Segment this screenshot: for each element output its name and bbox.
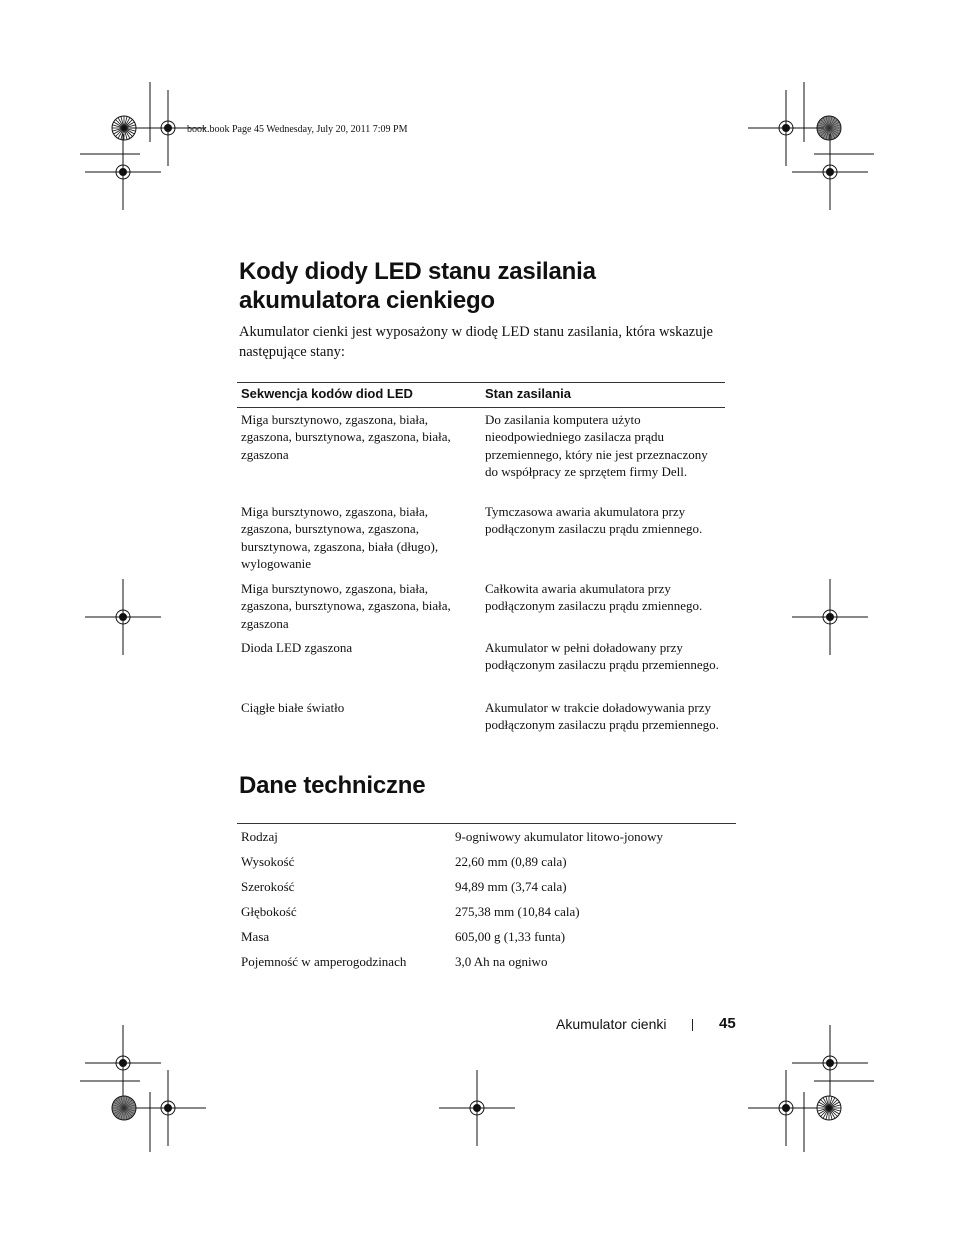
led-code-table <box>237 382 725 751</box>
crosshair-dot <box>120 1060 127 1067</box>
spec-label: Rodzaj <box>241 829 278 844</box>
crosshair-dot <box>827 169 834 176</box>
table-row <box>237 953 736 978</box>
table-row <box>237 824 736 854</box>
section-specs-title: Dane techniczne <box>239 772 426 799</box>
power-status-cell: Całkowita awaria akumulatora przy podłączonym zasilaczu prądu zmiennego. <box>485 581 703 614</box>
column-header-sequence: Sekwencja kodów diod LED <box>237 383 481 408</box>
table-row <box>237 903 736 928</box>
column-header-status: Stan zasilania <box>481 383 725 408</box>
table-row <box>237 878 736 903</box>
led-sequence-cell: Miga bursztynowo, zgaszona, biała, zgaszona, bursztynowa, zgaszona, bursztynowa, zgaszona, biała (długo), wylogowanie <box>241 504 439 571</box>
crosshair-dot <box>120 169 127 176</box>
table-row <box>237 853 736 878</box>
table-row <box>237 580 725 639</box>
section-led-title <box>239 257 596 315</box>
led-sequence-cell: Dioda LED zgaszona <box>241 640 353 655</box>
page-number: 45 <box>719 1015 736 1032</box>
footer-separator <box>692 1019 693 1031</box>
power-status-cell: Do zasilania komputera użyto nieodpowiedniego zasilacza prądu przemiennego, który nie jest przeznaczony do współpracy ze sprzętem firmy Dell. <box>485 412 708 479</box>
spec-value: 605,00 g (1,33 funta) <box>455 929 566 944</box>
led-table-header <box>237 383 725 408</box>
spec-label: Masa <box>241 929 270 944</box>
spec-label: Wysokość <box>241 854 295 869</box>
table-row <box>237 503 725 580</box>
footer-chapter-title: Akumulator cienki <box>556 1016 667 1032</box>
spec-value: 275,38 mm (10,84 cala) <box>455 904 580 919</box>
crosshair-dot <box>783 125 790 132</box>
table-row <box>237 928 736 953</box>
spec-label: Szerokość <box>241 879 295 894</box>
crosshair-dot <box>165 125 172 132</box>
intro-paragraph: Akumulator cienki jest wyposażony w diodę LED stanu zasilania, która wskazuje następujące stany: <box>239 324 713 360</box>
crosshair-dot <box>827 1060 834 1067</box>
table-row <box>237 639 725 699</box>
crosshair-dot <box>827 614 834 621</box>
led-sequence-cell: Miga bursztynowo, zgaszona, biała, zgaszona, bursztynowa, zgaszona, biała, zgaszona <box>241 581 451 631</box>
led-sequence-cell: Miga bursztynowo, zgaszona, biała, zgaszona, bursztynowa, zgaszona, biała, zgaszona <box>241 412 451 462</box>
crosshair-dot <box>165 1105 172 1112</box>
crosshair-dot <box>474 1105 481 1112</box>
spec-value: 22,60 mm (0,89 cala) <box>455 854 567 869</box>
table-row <box>237 408 725 504</box>
power-status-cell: Akumulator w trakcie doładowywania przy podłączonym zasilaczu prądu przemiennego. <box>485 700 719 733</box>
led-sequence-cell: Ciągłe białe światło <box>241 700 345 715</box>
section-led-title-line2: akumulatora cienkiego <box>239 287 495 314</box>
power-status-cell: Tymczasowa awaria akumulatora przy podłączonym zasilaczu prądu zmiennego. <box>485 504 703 537</box>
power-status-cell: Akumulator w pełni doładowany przy podłączonym zasilaczu prądu przemiennego. <box>485 640 719 673</box>
print-header: book.book Page 45 Wednesday, July 20, 2011 7:09 PM <box>187 124 408 135</box>
table-row <box>237 699 725 751</box>
crosshair-dot <box>783 1105 790 1112</box>
spec-label: Pojemność w amperogodzinach <box>241 954 407 969</box>
spec-value: 9-ogniwowy akumulator litowo-jonowy <box>455 829 663 844</box>
spec-value: 3,0 Ah na ogniwo <box>455 954 548 969</box>
spec-value: 94,89 mm (3,74 cala) <box>455 879 567 894</box>
specifications-table <box>237 823 736 978</box>
section-led-title-line1: Kody diody LED stanu zasilania <box>239 258 596 285</box>
crosshair-dot <box>120 614 127 621</box>
spec-label: Głębokość <box>241 904 297 919</box>
